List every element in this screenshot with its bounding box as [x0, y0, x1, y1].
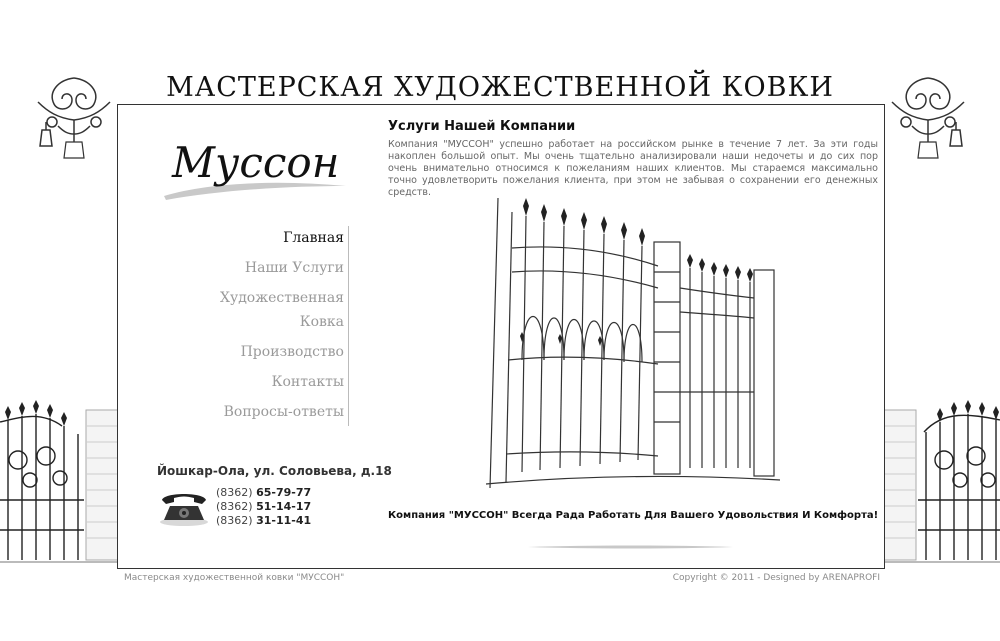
- phone-number[interactable]: [216, 514, 311, 528]
- phone-code: (8362): [216, 514, 253, 527]
- nav-item-services[interactable]: Наши Услуги: [244, 260, 344, 276]
- iron-gate-right-illustration: [884, 380, 1000, 570]
- phone-digits: 51-14-17: [256, 500, 312, 513]
- tagline: Компания "МУССОН" Всегда Рада Работать Для Вашего Удовольствия И Комфорта!: [388, 510, 879, 521]
- phone-number[interactable]: [216, 500, 311, 514]
- company-address: Йошкар-Ола, ул. Соловьева, д.18: [157, 464, 392, 478]
- footer-site-name: Мастерская художественной ковки "МУССОН": [124, 573, 345, 583]
- nav-item-art-forging-line2[interactable]: Ковка: [299, 314, 344, 330]
- wrought-iron-lantern-icon: [28, 72, 120, 164]
- nav-item-production[interactable]: Производство: [240, 344, 344, 360]
- phone-code: (8362): [216, 486, 253, 499]
- phone-code: (8362): [216, 500, 253, 513]
- iron-gate-left-illustration: [0, 380, 118, 570]
- phone-list: [216, 486, 311, 528]
- wrought-iron-fence-illustration: [486, 192, 780, 502]
- decorative-underline: [528, 545, 733, 549]
- phone-digits: 65-79-77: [256, 486, 312, 499]
- telephone-icon: [156, 488, 212, 528]
- nav-item-home[interactable]: Главная: [283, 230, 344, 246]
- phone-digits: 31-11-41: [256, 514, 312, 527]
- site-title: МАСТЕРСКАЯ ХУДОЖЕСТВЕННОЙ КОВКИ: [166, 72, 834, 103]
- main-navigation: [220, 226, 349, 426]
- logo-text: Муссон: [172, 138, 340, 187]
- phone-number[interactable]: [216, 486, 311, 500]
- nav-item-contacts[interactable]: Контакты: [271, 374, 344, 390]
- wrought-iron-lantern-icon: [882, 72, 974, 164]
- intro-paragraph: Компания "МУССОН" успешно работает на российском рынке в течение 7 лет. За эти годы накоплен большой опыт. Мы очень тщательно анализировали наши недочеты и до сих пор очень внимательно относимся к пожеланиям наших клиентов. Мы стараемся максимально точно удовлетворить пожелания клиента, при этом не забывая о сохранении его денежных средств.: [388, 139, 878, 198]
- nav-item-art-forging[interactable]: Художественная: [219, 290, 344, 306]
- nav-item-faq[interactable]: Вопросы-ответы: [223, 404, 344, 420]
- logo[interactable]: [160, 138, 350, 208]
- footer-copyright[interactable]: Copyright © 2011 - Designed by ARENAPROFI: [672, 573, 880, 583]
- section-heading: Услуги Нашей Компании: [388, 119, 576, 134]
